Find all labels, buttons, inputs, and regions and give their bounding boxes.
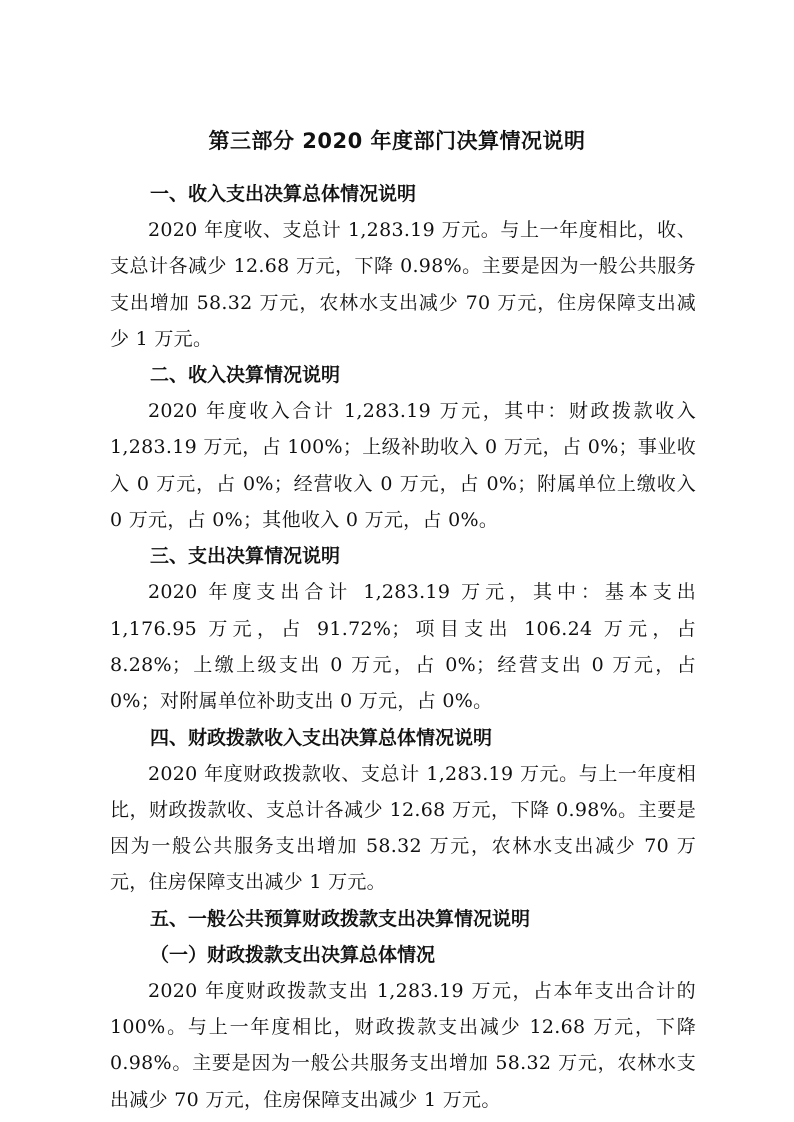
section-2-heading: 二、收入决算情况说明 <box>150 364 341 387</box>
section-3-paragraph: 2020 年度支出合计 1,283.19 万元，其中：基本支出 1,176.95 万元，占 91.72%；项目支出 106.24 万元，占 8.28%；上缴上级支出 0 万元，占 0%；经营支出 0 万元，占 0%；对附属单位补助支出 0 万元，占 0%。 <box>110 581 696 713</box>
section-4-heading: 四、财政拨款收入支出决算总体情况说明 <box>150 726 493 749</box>
section-4-paragraph: 2020 年度财政拨款收、支总计 1,283.19 万元。与上一年度相比，财政拨款收、支总计各减少 12.68 万元，下降 0.98%。主要是因为一般公共服务支出增加 58.32 万元，农林水支出减少 70 万元，住房保障支出减少 1 万元。 <box>110 762 696 894</box>
section-5-paragraph: 2020 年度财政拨款支出 1,283.19 万元，占本年支出合计的 100%。与上一年度相比，财政拨款支出减少 12.68 万元，下降 0.98%。主要是因为一般公共服务支出增加 58.32 万元，农林水支出减少 70 万元，住房保障支出减少 1 万元。 <box>110 979 696 1111</box>
section-5-subheading: （一）财政拨款支出决算总体情况 <box>150 943 436 966</box>
document-body <box>110 176 696 1118</box>
section-2-paragraph: 2020 年度收入合计 1,283.19 万元，其中：财政拨款收入 1,283.19 万元，占 100%；上级补助收入 0 万元，占 0%；事业收入 0 万元，占 0%；经营收入 0 万元，占 0%；附属单位上缴收入 0 万元，占 0%；其他收入 0 万元，占 0%。 <box>110 400 696 532</box>
section-1-heading: 一、收入支出决算总体情况说明 <box>150 183 417 205</box>
section-3-heading: 三、支出决算情况说明 <box>150 545 341 568</box>
section-5-heading: 五、一般公共预算财政拨款支出决算情况说明 <box>150 907 531 930</box>
page-title: 第三部分 2020 年度部门决算情况说明 <box>208 129 586 153</box>
section-1-paragraph: 2020 年度收、支总计 1,283.19 万元。与上一年度相比，收、支总计各减少 12.68 万元，下降 0.98%。主要是因为一般公共服务支出增加 58.32 万元，农林水支出减少 70 万元，住房保障支出减少 1 万元。 <box>110 219 696 350</box>
